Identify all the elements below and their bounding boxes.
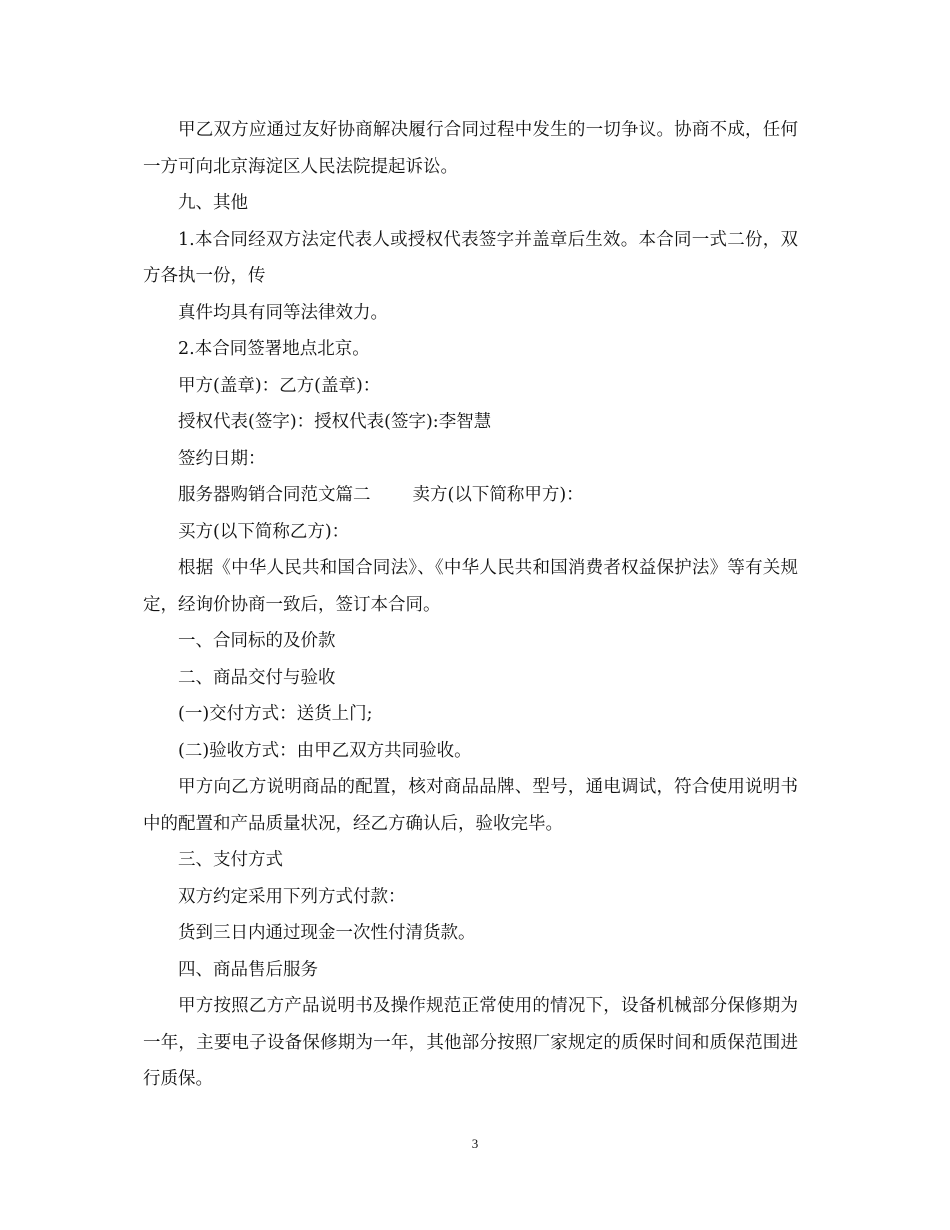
paragraph-dispute: 甲乙双方应通过友好协商解决履行合同过程中发生的一切争议。协商不成，任何一方可向北京海淀区人民法院提起诉讼。 xyxy=(143,120,798,177)
paragraph-signatures: 授权代表(签字)：授权代表(签字):李智慧 xyxy=(178,412,492,432)
document-title: 服务器购销合同范文篇二 xyxy=(178,485,371,505)
document-body xyxy=(143,112,798,1098)
section-heading-after-sales: 四、商品售后服务 xyxy=(178,959,318,980)
paragraph-seals: 甲方(盖章)：乙方(盖章)： xyxy=(178,375,381,396)
page-number: 3 xyxy=(471,1136,479,1151)
section-heading-other: 九、其他 xyxy=(178,193,248,213)
paragraph-acceptance-method: (二)验收方式：由甲乙双方共同验收。 xyxy=(178,740,472,761)
paragraph-acceptance-detail: 甲方向乙方说明商品的配置，核对商品品牌、型号，通电调试，符合使用说明书中的配置和产品质量状况，经乙方确认后，验收完毕。 xyxy=(143,777,798,834)
paragraph-warranty: 甲方按照乙方产品说明书及操作规范正常使用的情况下，设备机械部分保修期为一年，主要电子设备保修期为一年，其他部分按照厂家规定的质保时间和质保范围进行质保。 xyxy=(143,996,798,1089)
document-title-line xyxy=(143,477,798,514)
seller-label: 卖方(以下简称甲方)： xyxy=(412,485,584,505)
paragraph-delivery-method: (一)交付方式：送货上门; xyxy=(178,704,373,724)
paragraph-clause-2: 2.本合同签署地点北京。 xyxy=(178,339,370,359)
section-heading-delivery: 二、商品交付与验收 xyxy=(178,667,336,688)
section-heading-subject: 一、合同标的及价款 xyxy=(178,631,336,651)
buyer-label: 买方(以下简称乙方)： xyxy=(178,521,350,542)
paragraph-clause-1-continued: 真件均具有同等法律效力。 xyxy=(178,302,388,323)
paragraph-legal-basis: 根据《中华人民共和国合同法》、《中华人民共和国消费者权益保护法》等有关规定，经询价协商一致后，签订本合同。 xyxy=(143,558,798,615)
paragraph-payment-agreement: 双方约定采用下列方式付款： xyxy=(178,886,406,907)
paragraph-payment-detail: 货到三日内通过现金一次性付清货款。 xyxy=(178,923,476,943)
section-heading-payment: 三、支付方式 xyxy=(178,850,283,870)
paragraph-clause-1: 1.本合同经双方法定代表人或授权代表签字并盖章后生效。本合同一式二份，双方各执一份，传 xyxy=(143,229,798,286)
paragraph-sign-date: 签约日期： xyxy=(178,448,266,469)
